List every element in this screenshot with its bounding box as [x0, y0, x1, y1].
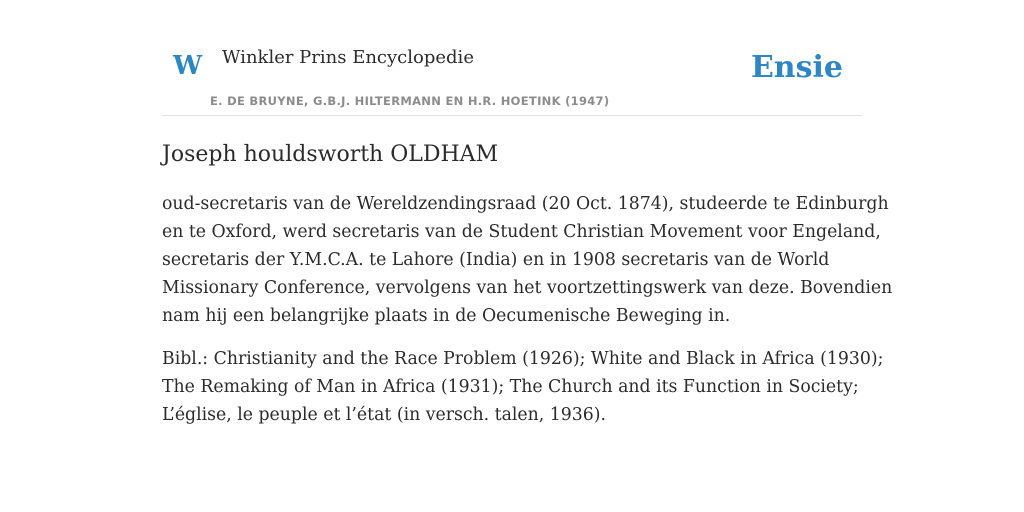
article — [162, 140, 893, 444]
paragraph-line: Bibl.: Christianity and the Race Problem (1926); White and Black in Africa (1930); — [162, 348, 884, 369]
article-paragraph-bibliography — [162, 345, 884, 429]
logo-icon[interactable]: W — [173, 51, 203, 81]
paragraph-line: oud-secretaris van de Wereldzendingsraad (20 Oct. 1874), studeerde te Edinburgh — [162, 193, 889, 214]
site-header — [162, 40, 862, 116]
article-paragraph-body — [162, 190, 893, 330]
page-title: Joseph houldsworth OLDHAM — [162, 142, 499, 167]
paragraph-line: L’église, le peuple et l’état (in versch. talen, 1936). — [162, 404, 606, 425]
authors-line: E. DE BRUYNE, G.B.J. HILTERMANN EN H.R. HOETINK (1947) — [210, 94, 610, 108]
paragraph-line: en te Oxford, werd secretaris van de Student Christian Movement voor Engeland, — [162, 221, 881, 242]
site-title-link[interactable]: Winkler Prins Encyclopedie — [222, 47, 474, 68]
brand-logo-link[interactable]: Ensie — [750, 50, 843, 85]
paragraph-line: Missionary Conference, vervolgens van het voortzettingswerk van deze. Bovendien — [162, 277, 893, 298]
paragraph-line: nam hij een belangrijke plaats in de Oecumenische Beweging in. — [162, 305, 731, 326]
paragraph-line: The Remaking of Man in Africa (1931); The Church and its Function in Society; — [162, 376, 859, 397]
paragraph-line: secretaris der Y.M.C.A. te Lahore (India) en in 1908 secretaris van de World — [162, 249, 830, 270]
